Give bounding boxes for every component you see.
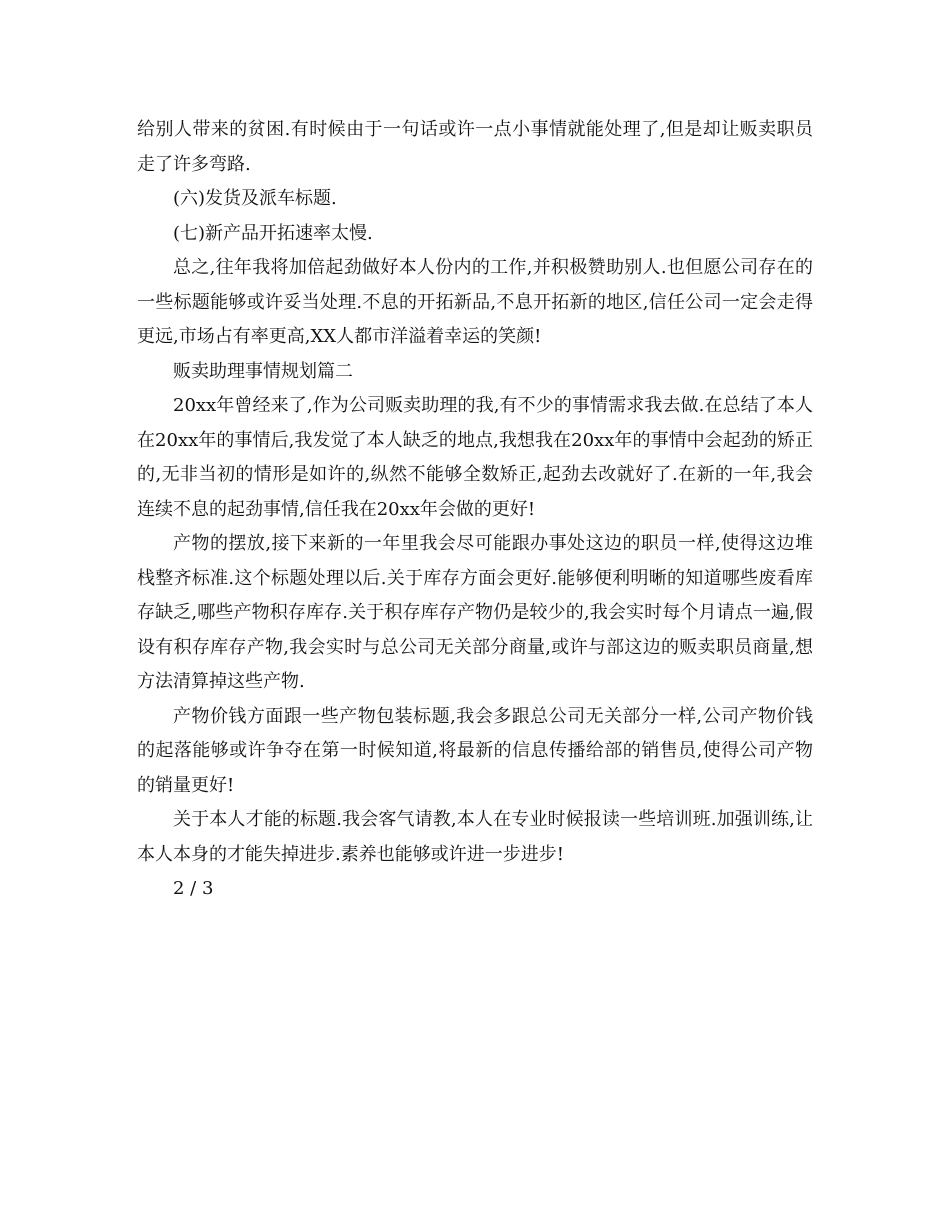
document-body xyxy=(137,113,813,907)
paragraph-self-ability: 关于本人才能的标题.我会客气请教,本人在专业时候报读一些培训班.加强训练,让本人本身的才能失掉进步.素养也能够或许进一步进步! xyxy=(137,809,813,865)
paragraph-product-price: 产物价钱方面跟一些产物包装标题,我会多跟总公司无关部分一样,公司产物价钱的起落能够或许争夺在第一时候知道,将最新的信息传播给部的销售员,使得公司产物的销量更好! xyxy=(137,705,813,796)
paragraph-list-item-7: (七)新产品开拓速率太慢. xyxy=(173,222,373,244)
section-heading: 贩卖助理事情规划篇二 xyxy=(173,360,353,382)
paragraph-continuation: 给别人带来的贫困.有时候由于一句话或许一点小事情就能处理了,但是却让贩卖职员走了许多弯路. xyxy=(137,119,813,175)
paragraph-list-item-6: (六)发货及派车标题. xyxy=(173,188,337,209)
paragraph-summary: 总之,往年我将加倍起劲做好本人份内的工作,并积极赞助别人.也但愿公司存在的一些标题能够或许妥当处理.不息的开拓新品,不息开拓新的地区,信任公司一定会走得更远,市场占有率更高,XX人都市洋溢着幸运的笑颜! xyxy=(137,257,813,347)
paragraph-product-display: 产物的摆放,接下来新的一年里我会尽可能跟办事处这边的职员一样,使得这边堆栈整齐标准.这个标题处理以后.关于库存方面会更好.能够便利明晰的知道哪些废看库存缺乏,哪些产物积存库存.关于积存库存产物仍是较少的,我会实时每个月请点一遍,假设有积存库存产物,我会实时与总公司无关部分商量,或许与部这边的贩卖职员商量,想方法清算掉这些产物. xyxy=(137,533,813,692)
page-number: 2 / 3 xyxy=(173,878,214,899)
paragraph-intro: 20xx年曾经来了,作为公司贩卖助理的我,有不少的事情需求我去做.在总结了本人在20xx年的事情后,我发觉了本人缺乏的地点,我想我在20xx年的事情中会起劲的矫正的,无非当初的情形是如许的,纵然不能够全数矫正,起劲去改就好了.在新的一年,我会连续不息的起劲事情,信任我在20xx年会做的更好! xyxy=(137,395,813,520)
